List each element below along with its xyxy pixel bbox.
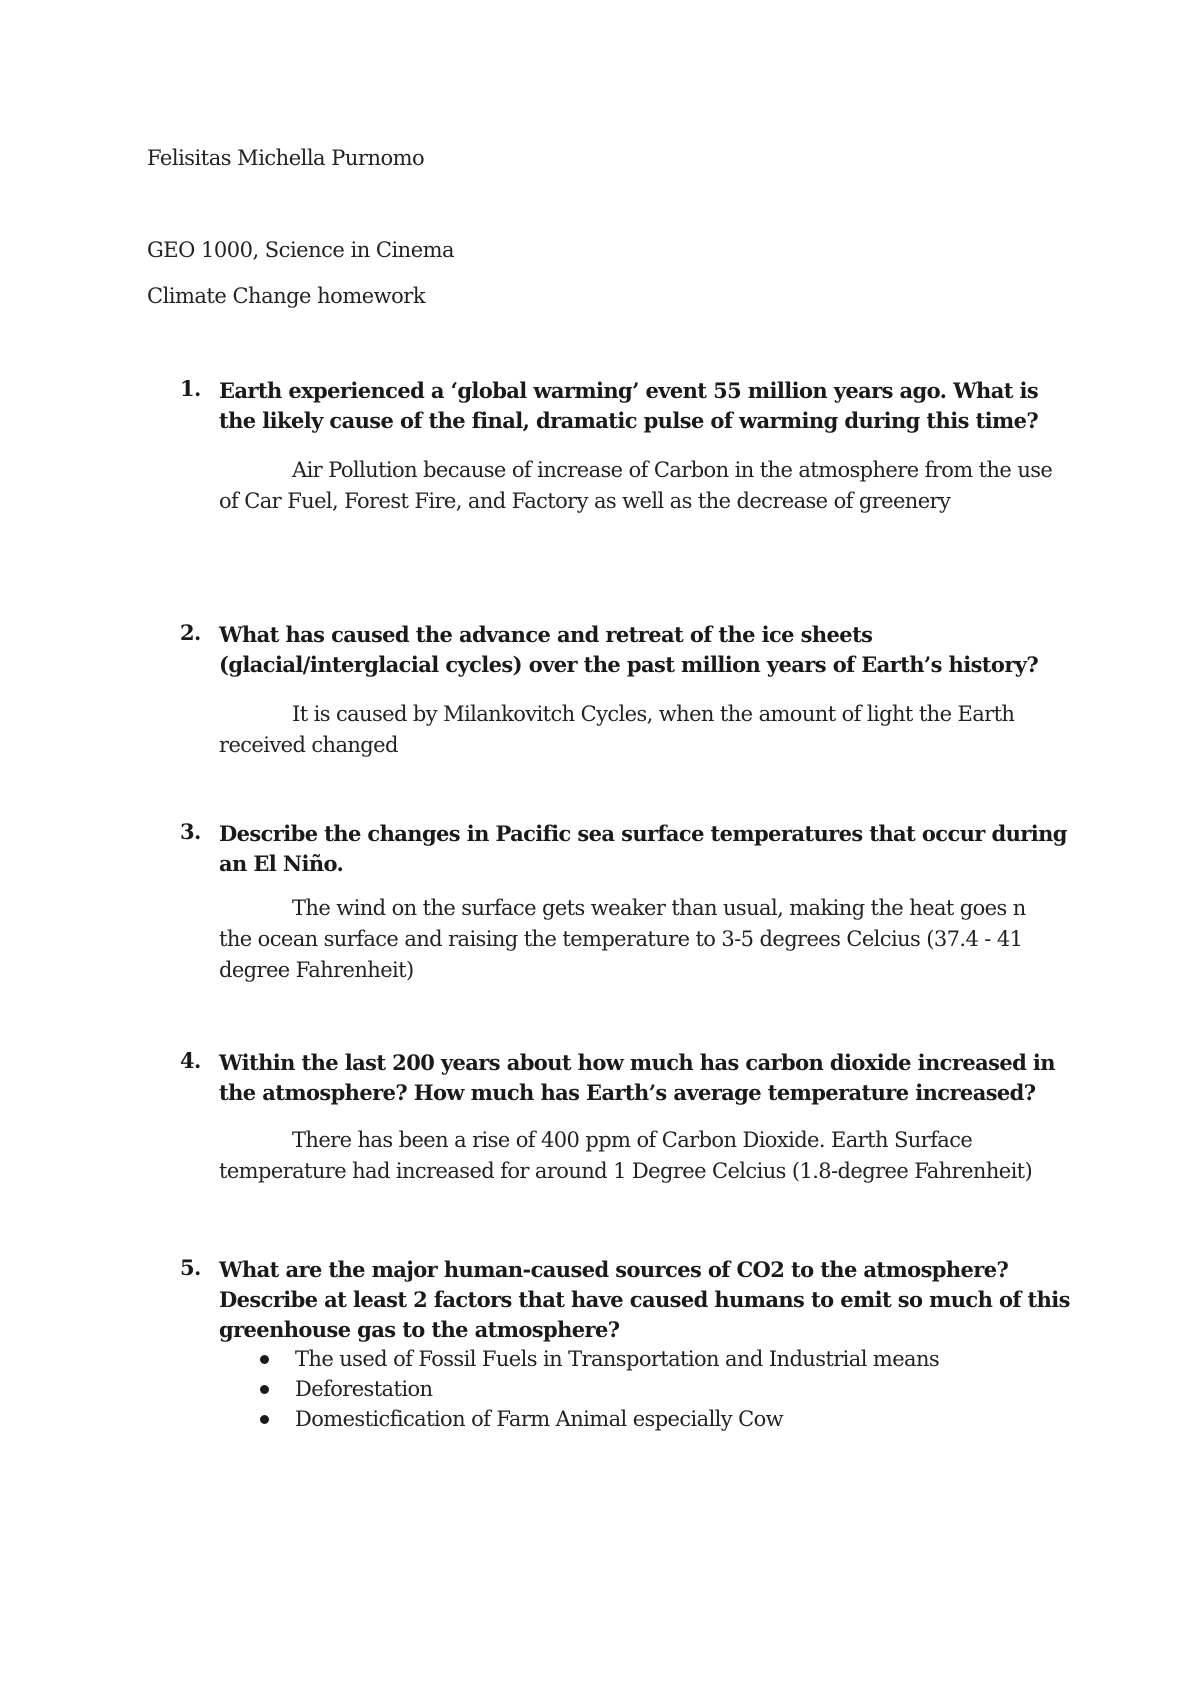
list-item xyxy=(219,1374,1059,1404)
bullet-icon xyxy=(260,1385,269,1394)
question-number: 3. xyxy=(180,819,201,844)
list-item xyxy=(219,1344,1059,1374)
answer-text: It is caused by Milankovitch Cycles, when the amount of light the Earth received changed xyxy=(219,702,1015,757)
bullet-icon xyxy=(260,1355,269,1364)
question-number: 1. xyxy=(180,376,201,401)
question-number: 2. xyxy=(180,620,201,645)
bullet-icon xyxy=(260,1415,269,1424)
question-text: Within the last 200 years about how much has carbon dioxide increased in the atmosphere? How much has Earth’s average temperature increased? xyxy=(219,1050,1055,1105)
assignment-title: Climate Change homework xyxy=(147,284,426,308)
list-item-text: Deforestation xyxy=(295,1377,433,1401)
list-item-text: The used of Fossil Fuels in Transportation and Industrial means xyxy=(295,1347,940,1371)
answer-text: There has been a rise of 400 ppm of Carbon Dioxide. Earth Surface temperature had increased for around 1 Degree Celcius (1.8-degree Fahrenheit) xyxy=(219,1128,1033,1183)
question-text: What has caused the advance and retreat of the ice sheets (glacial/interglacial cycles) over the past million years of Earth’s history? xyxy=(219,622,1039,677)
question-text: Earth experienced a ‘global warming’ event 55 million years ago. What is the likely cause of the final, dramatic pulse of warming during this time? xyxy=(219,378,1039,433)
answer-text: The wind on the surface gets weaker than usual, making the heat goes n the ocean surface and raising the temperature to 3-5 degrees Celcius (37.4 - 41 degree Fahrenheit) xyxy=(219,896,1026,982)
list-item xyxy=(219,1404,1059,1434)
answer-bullet-list xyxy=(219,1344,1059,1434)
question-number: 4. xyxy=(180,1048,201,1073)
author-name: Felisitas Michella Purnomo xyxy=(147,146,425,170)
course-title: GEO 1000, Science in Cinema xyxy=(147,238,455,262)
question-number: 5. xyxy=(180,1255,201,1280)
question-text: Describe the changes in Pacific sea surface temperatures that occur during an El Niño. xyxy=(219,821,1067,876)
question-text: What are the major human-caused sources of CO2 to the atmosphere? Describe at least 2 factors that have caused humans to emit so much of this greenhouse gas to the atmosphere? xyxy=(219,1257,1070,1342)
list-item-text: Domesticfication of Farm Animal especially Cow xyxy=(295,1407,784,1431)
answer-text: Air Pollution because of increase of Carbon in the atmosphere from the use of Car Fuel, Forest Fire, and Factory as well as the decrease of greenery xyxy=(219,458,1053,513)
